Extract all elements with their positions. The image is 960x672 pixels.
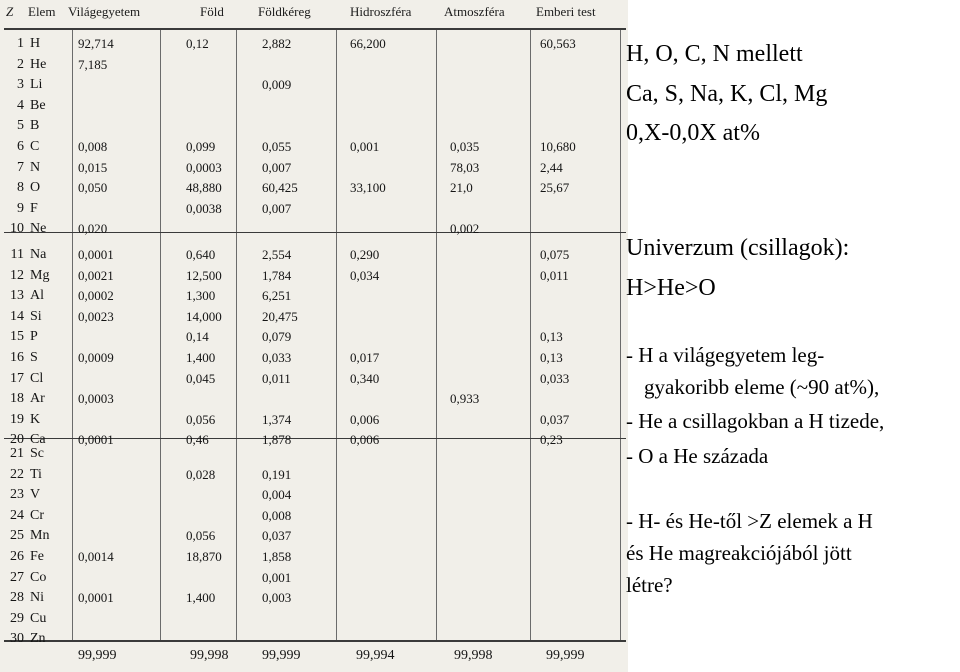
value-earth: 0,028 <box>186 467 216 482</box>
value-crust: 0,001 <box>262 570 292 585</box>
note-line: H, O, C, N mellett <box>626 41 803 67</box>
value-human-body: 0,011 <box>540 268 569 283</box>
value-hydrosphere: 0,001 <box>350 139 380 154</box>
value-earth: 1,300 <box>186 288 216 303</box>
value-earth: 1,400 <box>186 350 216 365</box>
element-symbol: Li <box>30 77 43 92</box>
value-earth: 0,12 <box>186 36 209 51</box>
atomic-number: 5 <box>17 118 24 133</box>
atomic-number: 23 <box>10 487 24 502</box>
atomic-number: 19 <box>10 412 24 427</box>
header-z: Z <box>6 4 14 19</box>
note-line: Ca, S, Na, K, Cl, Mg <box>626 81 828 107</box>
atomic-number: 24 <box>10 508 24 523</box>
value-crust: 0,033 <box>262 350 292 365</box>
value-universe: 0,008 <box>78 139 108 154</box>
element-symbol: Ti <box>30 467 42 482</box>
atomic-number: 4 <box>17 98 24 113</box>
element-symbol: Be <box>30 98 46 113</box>
atomic-number: 21 <box>10 446 24 461</box>
value-crust: 60,425 <box>262 180 298 195</box>
header-human-body: Emberi test <box>536 4 596 19</box>
value-universe: 0,0023 <box>78 309 114 324</box>
value-crust: 0,079 <box>262 329 292 344</box>
column-separator <box>72 28 73 640</box>
element-symbol: Al <box>30 288 44 303</box>
value-crust: 0,037 <box>262 528 292 543</box>
element-symbol: Cu <box>30 611 47 626</box>
note-line: - H- és He-től >Z elemek a H <box>626 509 873 533</box>
value-crust: 1,784 <box>262 268 292 283</box>
atomic-number: 17 <box>10 371 24 386</box>
value-crust: 0,009 <box>262 77 292 92</box>
atomic-number: 27 <box>10 570 24 585</box>
value-earth: 0,099 <box>186 139 216 154</box>
note-line: - O a He százada <box>626 444 769 468</box>
value-crust: 1,858 <box>262 549 292 564</box>
atomic-number: 6 <box>17 139 24 154</box>
atomic-number: 30 <box>10 631 24 646</box>
column-separator <box>160 28 161 640</box>
note-line: Univerzum (csillagok): <box>626 235 850 261</box>
value-hydrosphere: 33,100 <box>350 180 386 195</box>
value-crust: 1,374 <box>262 412 292 427</box>
value-universe: 0,0001 <box>78 247 114 262</box>
value-crust: 0,008 <box>262 508 292 523</box>
atomic-number: 3 <box>17 77 24 92</box>
value-earth: 48,880 <box>186 180 222 195</box>
value-universe: 0,015 <box>78 160 108 175</box>
value-crust: 1,878 <box>262 432 292 447</box>
value-crust: 6,251 <box>262 288 292 303</box>
value-crust: 2,882 <box>262 36 292 51</box>
element-symbol: Ne <box>30 221 47 236</box>
value-universe: 0,0001 <box>78 590 114 605</box>
value-earth: 12,500 <box>186 268 222 283</box>
element-symbol: Si <box>30 309 42 324</box>
element-symbol: He <box>30 57 47 72</box>
value-crust: 20,475 <box>262 309 298 324</box>
value-universe: 0,0021 <box>78 268 114 283</box>
atomic-number: 28 <box>10 590 24 605</box>
value-earth: 0,0003 <box>186 160 222 175</box>
lecture-notes <box>626 0 960 672</box>
column-separator <box>530 28 531 640</box>
total-universe: 99,999 <box>78 648 117 663</box>
total-human-body: 99,999 <box>546 648 585 663</box>
value-hydrosphere: 66,200 <box>350 36 386 51</box>
value-atmosphere: 78,03 <box>450 160 480 175</box>
value-human-body: 10,680 <box>540 139 576 154</box>
atomic-number: 18 <box>10 391 24 406</box>
atomic-number: 11 <box>10 247 24 262</box>
element-symbol: Mn <box>30 528 50 543</box>
value-earth: 0,14 <box>186 329 209 344</box>
value-universe: 7,185 <box>78 57 108 72</box>
element-symbol: V <box>30 487 41 502</box>
note-line: - He a csillagokban a H tizede, <box>626 409 885 433</box>
value-human-body: 0,13 <box>540 329 563 344</box>
atomic-number: 9 <box>17 201 24 216</box>
element-symbol: K <box>30 412 41 427</box>
value-earth: 0,640 <box>186 247 216 262</box>
element-symbol: Mg <box>30 268 50 283</box>
value-crust: 0,011 <box>262 371 291 386</box>
column-separator <box>236 28 237 640</box>
atomic-number: 16 <box>10 350 24 365</box>
atomic-number: 7 <box>17 160 24 175</box>
value-earth: 0,056 <box>186 412 216 427</box>
atomic-number: 14 <box>10 309 24 324</box>
header-atmosphere: Atmoszféra <box>444 4 505 19</box>
element-symbol: O <box>30 180 41 195</box>
value-universe: 0,0003 <box>78 391 114 406</box>
value-hydrosphere: 0,290 <box>350 247 380 262</box>
value-universe: 92,714 <box>78 36 114 51</box>
element-symbol: Na <box>30 247 47 262</box>
value-human-body: 0,13 <box>540 350 563 365</box>
header-earth: Föld <box>200 4 224 19</box>
note-line: és He magreakciójából jött <box>626 541 852 565</box>
element-symbol: H <box>30 36 41 51</box>
value-human-body: 0,23 <box>540 432 563 447</box>
element-symbol: N <box>30 160 41 175</box>
note-line: gyakoribb eleme (~90 at%), <box>644 375 880 399</box>
element-symbol: B <box>30 118 40 133</box>
note-line: 0,X-0,0X at% <box>626 120 760 146</box>
atomic-number: 8 <box>17 180 24 195</box>
value-crust: 0,003 <box>262 590 292 605</box>
atomic-number: 1 <box>17 36 24 51</box>
value-hydrosphere: 0,006 <box>350 412 380 427</box>
column-separator <box>620 28 621 640</box>
element-symbol: Fe <box>30 549 44 564</box>
value-universe: 0,0009 <box>78 350 114 365</box>
atomic-number: 2 <box>17 57 24 72</box>
value-universe: 0,050 <box>78 180 108 195</box>
header-element: Elem <box>28 4 56 19</box>
atomic-number: 13 <box>10 288 24 303</box>
note-line: H>He>O <box>626 275 716 301</box>
totals-rule <box>4 640 626 642</box>
value-universe: 0,0014 <box>78 549 114 564</box>
total-atmosphere: 99,998 <box>454 648 493 663</box>
value-human-body: 0,037 <box>540 412 570 427</box>
value-atmosphere: 21,0 <box>450 180 473 195</box>
total-hydrosphere: 99,994 <box>356 648 395 663</box>
value-human-body: 60,563 <box>540 36 576 51</box>
element-symbol: C <box>30 139 40 154</box>
header-hydrosphere: Hidroszféra <box>350 4 412 19</box>
value-crust: 0,007 <box>262 160 292 175</box>
value-hydrosphere: 0,006 <box>350 432 380 447</box>
value-human-body: 25,67 <box>540 180 570 195</box>
column-separator <box>436 28 437 640</box>
value-atmosphere: 0,002 <box>450 221 480 236</box>
value-human-body: 2,44 <box>540 160 563 175</box>
value-hydrosphere: 0,340 <box>350 371 380 386</box>
atomic-number: 10 <box>10 221 24 236</box>
value-crust: 0,004 <box>262 487 292 502</box>
value-earth: 1,400 <box>186 590 216 605</box>
value-atmosphere: 0,035 <box>450 139 480 154</box>
value-human-body: 0,033 <box>540 371 570 386</box>
value-earth: 0,045 <box>186 371 216 386</box>
value-universe: 0,0001 <box>78 432 114 447</box>
value-earth: 0,056 <box>186 528 216 543</box>
atomic-number: 25 <box>10 528 24 543</box>
value-crust: 0,191 <box>262 467 292 482</box>
column-separator <box>336 28 337 640</box>
element-symbol: S <box>30 350 38 365</box>
element-symbol: Ca <box>30 432 46 447</box>
element-symbol: F <box>30 201 38 216</box>
atomic-number: 12 <box>10 268 24 283</box>
header-crust: Földkéreg <box>258 4 311 19</box>
value-earth: 14,000 <box>186 309 222 324</box>
value-crust: 0,007 <box>262 201 292 216</box>
note-line: létre? <box>626 573 673 597</box>
value-atmosphere: 0,933 <box>450 391 480 406</box>
header-universe: Világegyetem <box>68 4 141 19</box>
value-earth: 18,870 <box>186 549 222 564</box>
element-symbol: Co <box>30 570 47 585</box>
atomic-number: 20 <box>10 432 24 447</box>
value-human-body: 0,075 <box>540 247 570 262</box>
atomic-number: 29 <box>10 611 24 626</box>
value-universe: 0,0002 <box>78 288 114 303</box>
value-crust: 2,554 <box>262 247 292 262</box>
total-crust: 99,999 <box>262 648 301 663</box>
element-symbol: P <box>30 329 38 344</box>
element-symbol: Cr <box>30 508 44 523</box>
value-hydrosphere: 0,017 <box>350 350 380 365</box>
element-symbol: Sc <box>30 446 44 461</box>
header-rule <box>4 28 626 30</box>
value-earth: 0,46 <box>186 432 209 447</box>
element-symbol: Zn <box>30 631 46 646</box>
element-symbol: Ni <box>30 590 44 605</box>
value-crust: 0,055 <box>262 139 292 154</box>
note-line: - H a világegyetem leg- <box>626 343 825 367</box>
value-universe: 0,020 <box>78 221 108 236</box>
element-symbol: Ar <box>30 391 45 406</box>
atomic-number: 15 <box>10 329 24 344</box>
value-hydrosphere: 0,034 <box>350 268 380 283</box>
atomic-number: 22 <box>10 467 24 482</box>
element-symbol: Cl <box>30 371 44 386</box>
value-earth: 0,0038 <box>186 201 222 216</box>
atomic-number: 26 <box>10 549 24 564</box>
total-earth: 99,998 <box>190 648 229 663</box>
